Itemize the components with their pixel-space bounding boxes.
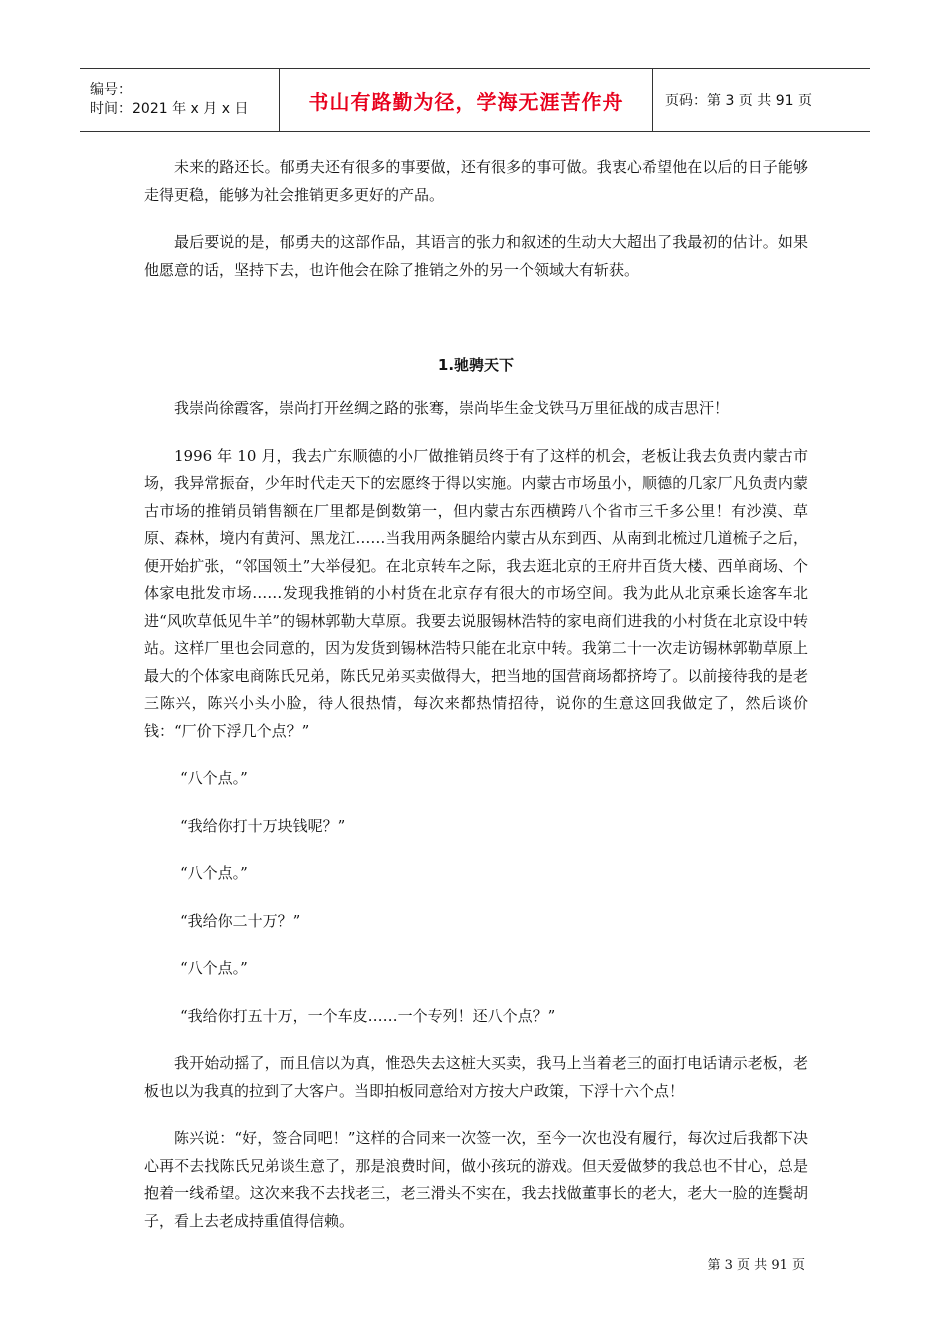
dialogue-line-6: “我给你打五十万，一个车皮……一个专列！还八个点？” bbox=[180, 1006, 556, 1025]
document-number-label: 编号： bbox=[90, 82, 132, 98]
dialogue-line-3: “八个点。” bbox=[180, 864, 248, 882]
header-motto-cell bbox=[280, 69, 653, 131]
header-motto: 书山有路勤为径，学海无涯苦作舟 bbox=[308, 89, 624, 114]
dialogue-line-5: “八个点。” bbox=[180, 959, 248, 977]
chapter-paragraph-1: 我崇尚徐霞客，崇尚打开丝绸之路的张骞，崇尚毕生金戈铁马万里征战的成吉思汗！ bbox=[174, 399, 730, 417]
chapter-paragraph-3: 我开始动摇了，而且信以为真，惟恐失去这桩大买卖，我马上当着老三的面打电话请示老板，老板也以为我真的拉到了大客户。当即拍板同意给对方按大户政策，下浮十六个点！ bbox=[144, 1054, 808, 1100]
dialogue-line-1: “八个点。” bbox=[180, 769, 248, 787]
document-time-label: 时间：2021 年 x 月 x 日 bbox=[90, 101, 249, 117]
page-header bbox=[80, 68, 870, 132]
intro-paragraph-2: 最后要说的是，郁勇夫的这部作品，其语言的张力和叙述的生动大大超出了我最初的估计。如果他愿意的话，坚持下去，也许他会在除了推销之外的另一个领域大有斩获。 bbox=[144, 233, 808, 279]
header-meta bbox=[80, 69, 280, 131]
dialogue-line-2: “我给你打十万块钱呢？” bbox=[180, 816, 346, 835]
dialogue-line-4: “我给你二十万？” bbox=[180, 911, 301, 930]
intro-paragraph-1: 未来的路还长。郁勇夫还有很多的事要做，还有很多的事可做。我衷心希望他在以后的日子能够走得更稳，能够为社会推销更多更好的产品。 bbox=[144, 158, 808, 204]
document-body bbox=[144, 154, 808, 1235]
header-page-number: 页码：第 3 页 共 91 页 bbox=[665, 93, 812, 109]
header-page-cell bbox=[653, 69, 870, 131]
chapter-paragraph-2: 1996 年 10 月，我去广东顺德的小厂做推销员终于有了这样的机会，老板让我去负责内蒙古市场，我异常振奋，少年时代走天下的宏愿终于得以实施。内蒙古市场虽小，顺德的几家厂凡负责内蒙古市场的推销员销售额在厂里都是倒数第一，但内蒙古东西横跨八个省市三千多公里！有沙漠、草原、森林，境内有黄河、黑龙江……当我用两条腿给内蒙古从东到西、从南到北梳过几道梳子之后，便开始扩张，“邻国领土”大举侵犯。在北京转车之际，我去逛北京的王府井百货大楼、西单商场、个体家电批发市场……发现我推销的小村货在北京存有很大的市场空间。我为此从北京乘长途客车北进“风吹草低见牛羊”的锡林郭勒大草原。我要去说服锡林浩特的家电商们进我的小村货在北京设中转站。这样厂里也会同意的，因为发货到锡林浩特只能在北京中转。我第二十一次走访锡林郭勒草原上最大的个体家电商陈氏兄弟，陈氏兄弟买卖做得大，把当地的国营商场都挤垮了。以前接待我的是老三陈兴，陈兴小头小脸，待人很热情，每次来都热情招待，说你的生意这回我做定了，然后谈价钱：“厂价下浮几个点？” bbox=[144, 446, 808, 740]
chapter-title: 1.驰骋天下 bbox=[437, 356, 515, 374]
chapter-paragraph-4: 陈兴说：“好，签合同吧！”这样的合同来一次签一次，至今一次也没有履行，每次过后我都下决心再不去找陈氏兄弟谈生意了，那是浪费时间，做小孩玩的游戏。但天爱做梦的我总也不甘心，总是抱着一线希望。这次来我不去找老三，老三滑头不实在，我去找做董事长的老大，老大一脸的连鬓胡子，看上去老成持重值得信赖。 bbox=[144, 1129, 808, 1230]
page-footer-number: 第 3 页 共 91 页 bbox=[707, 1258, 805, 1273]
